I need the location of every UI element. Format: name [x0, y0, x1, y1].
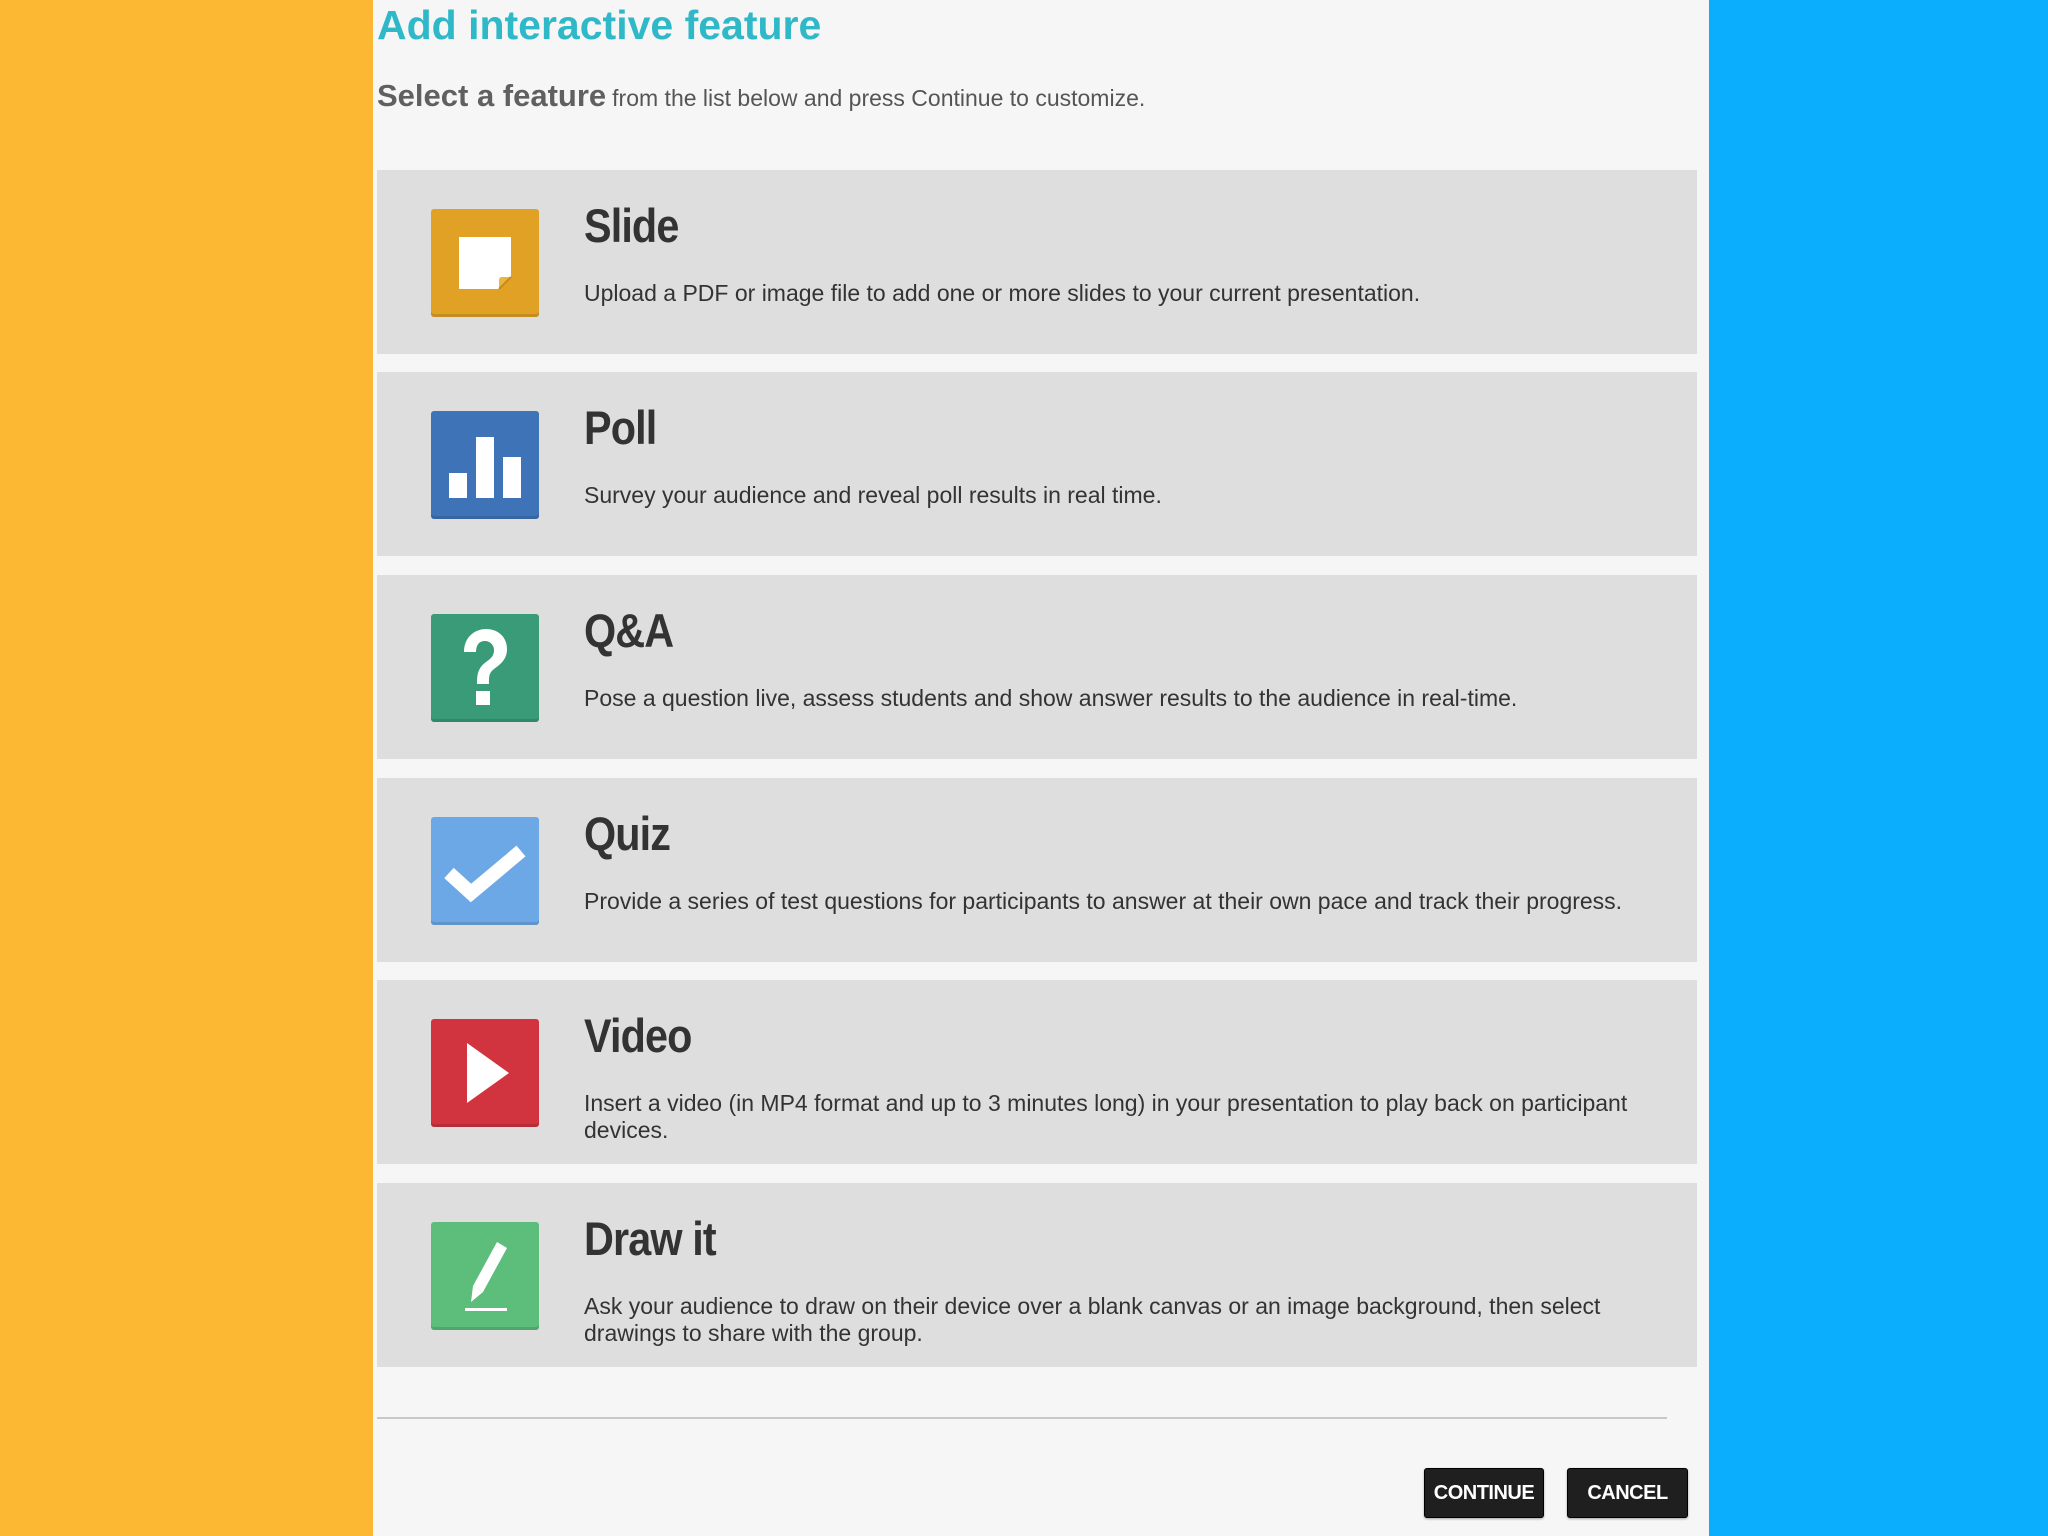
- feature-name: Poll: [584, 401, 657, 454]
- cancel-button[interactable]: CANCEL: [1567, 1468, 1688, 1518]
- feature-description: Survey your audience and reveal poll results in real time.: [584, 482, 1162, 508]
- continue-button[interactable]: CONTINUE: [1424, 1468, 1544, 1518]
- feature-name: Quiz: [584, 807, 671, 860]
- feature-qa[interactable]: [377, 575, 1697, 759]
- feature-description: Upload a PDF or image file to add one or more slides to your current presentation.: [584, 280, 1421, 306]
- subtitle-lead: Select a feature: [377, 78, 607, 113]
- footer-divider: [377, 1417, 1667, 1419]
- right-background-panel: [1709, 0, 2048, 1536]
- poll-icon: [431, 411, 539, 519]
- play-icon: [431, 1019, 539, 1127]
- feature-name: Slide: [584, 199, 679, 252]
- left-background-panel: [0, 0, 373, 1536]
- slide-icon: [431, 209, 539, 317]
- feature-description: Provide a series of test questions for participants to answer at their own pace and track their progress.: [584, 888, 1623, 914]
- question-icon: [431, 614, 539, 722]
- feature-draw-it[interactable]: [377, 1183, 1697, 1367]
- dialog-subtitle: [377, 78, 1145, 114]
- feature-quiz[interactable]: [377, 778, 1697, 962]
- subtitle-rest: from the list below and press Continue to customize.: [612, 85, 1146, 111]
- feature-description: Ask your audience to draw on their device over a blank canvas or an image background, then select drawings to share with the group.: [584, 1293, 1601, 1346]
- pencil-icon: [431, 1222, 539, 1330]
- feature-name: Draw it: [584, 1212, 716, 1265]
- feature-slide[interactable]: [377, 170, 1697, 354]
- feature-description: Insert a video (in MP4 format and up to 3 minutes long) in your presentation to play back on participant devices.: [584, 1090, 1628, 1143]
- feature-video[interactable]: [377, 980, 1697, 1164]
- feature-poll[interactable]: [377, 372, 1697, 556]
- add-feature-dialog: [373, 0, 1709, 1536]
- dialog-title: Add interactive feature: [377, 2, 822, 48]
- feature-name: Q&A: [584, 604, 674, 657]
- feature-name: Video: [584, 1009, 692, 1062]
- feature-description: Pose a question live, assess students and show answer results to the audience in real-time.: [584, 685, 1518, 711]
- checkmark-icon: [431, 817, 539, 925]
